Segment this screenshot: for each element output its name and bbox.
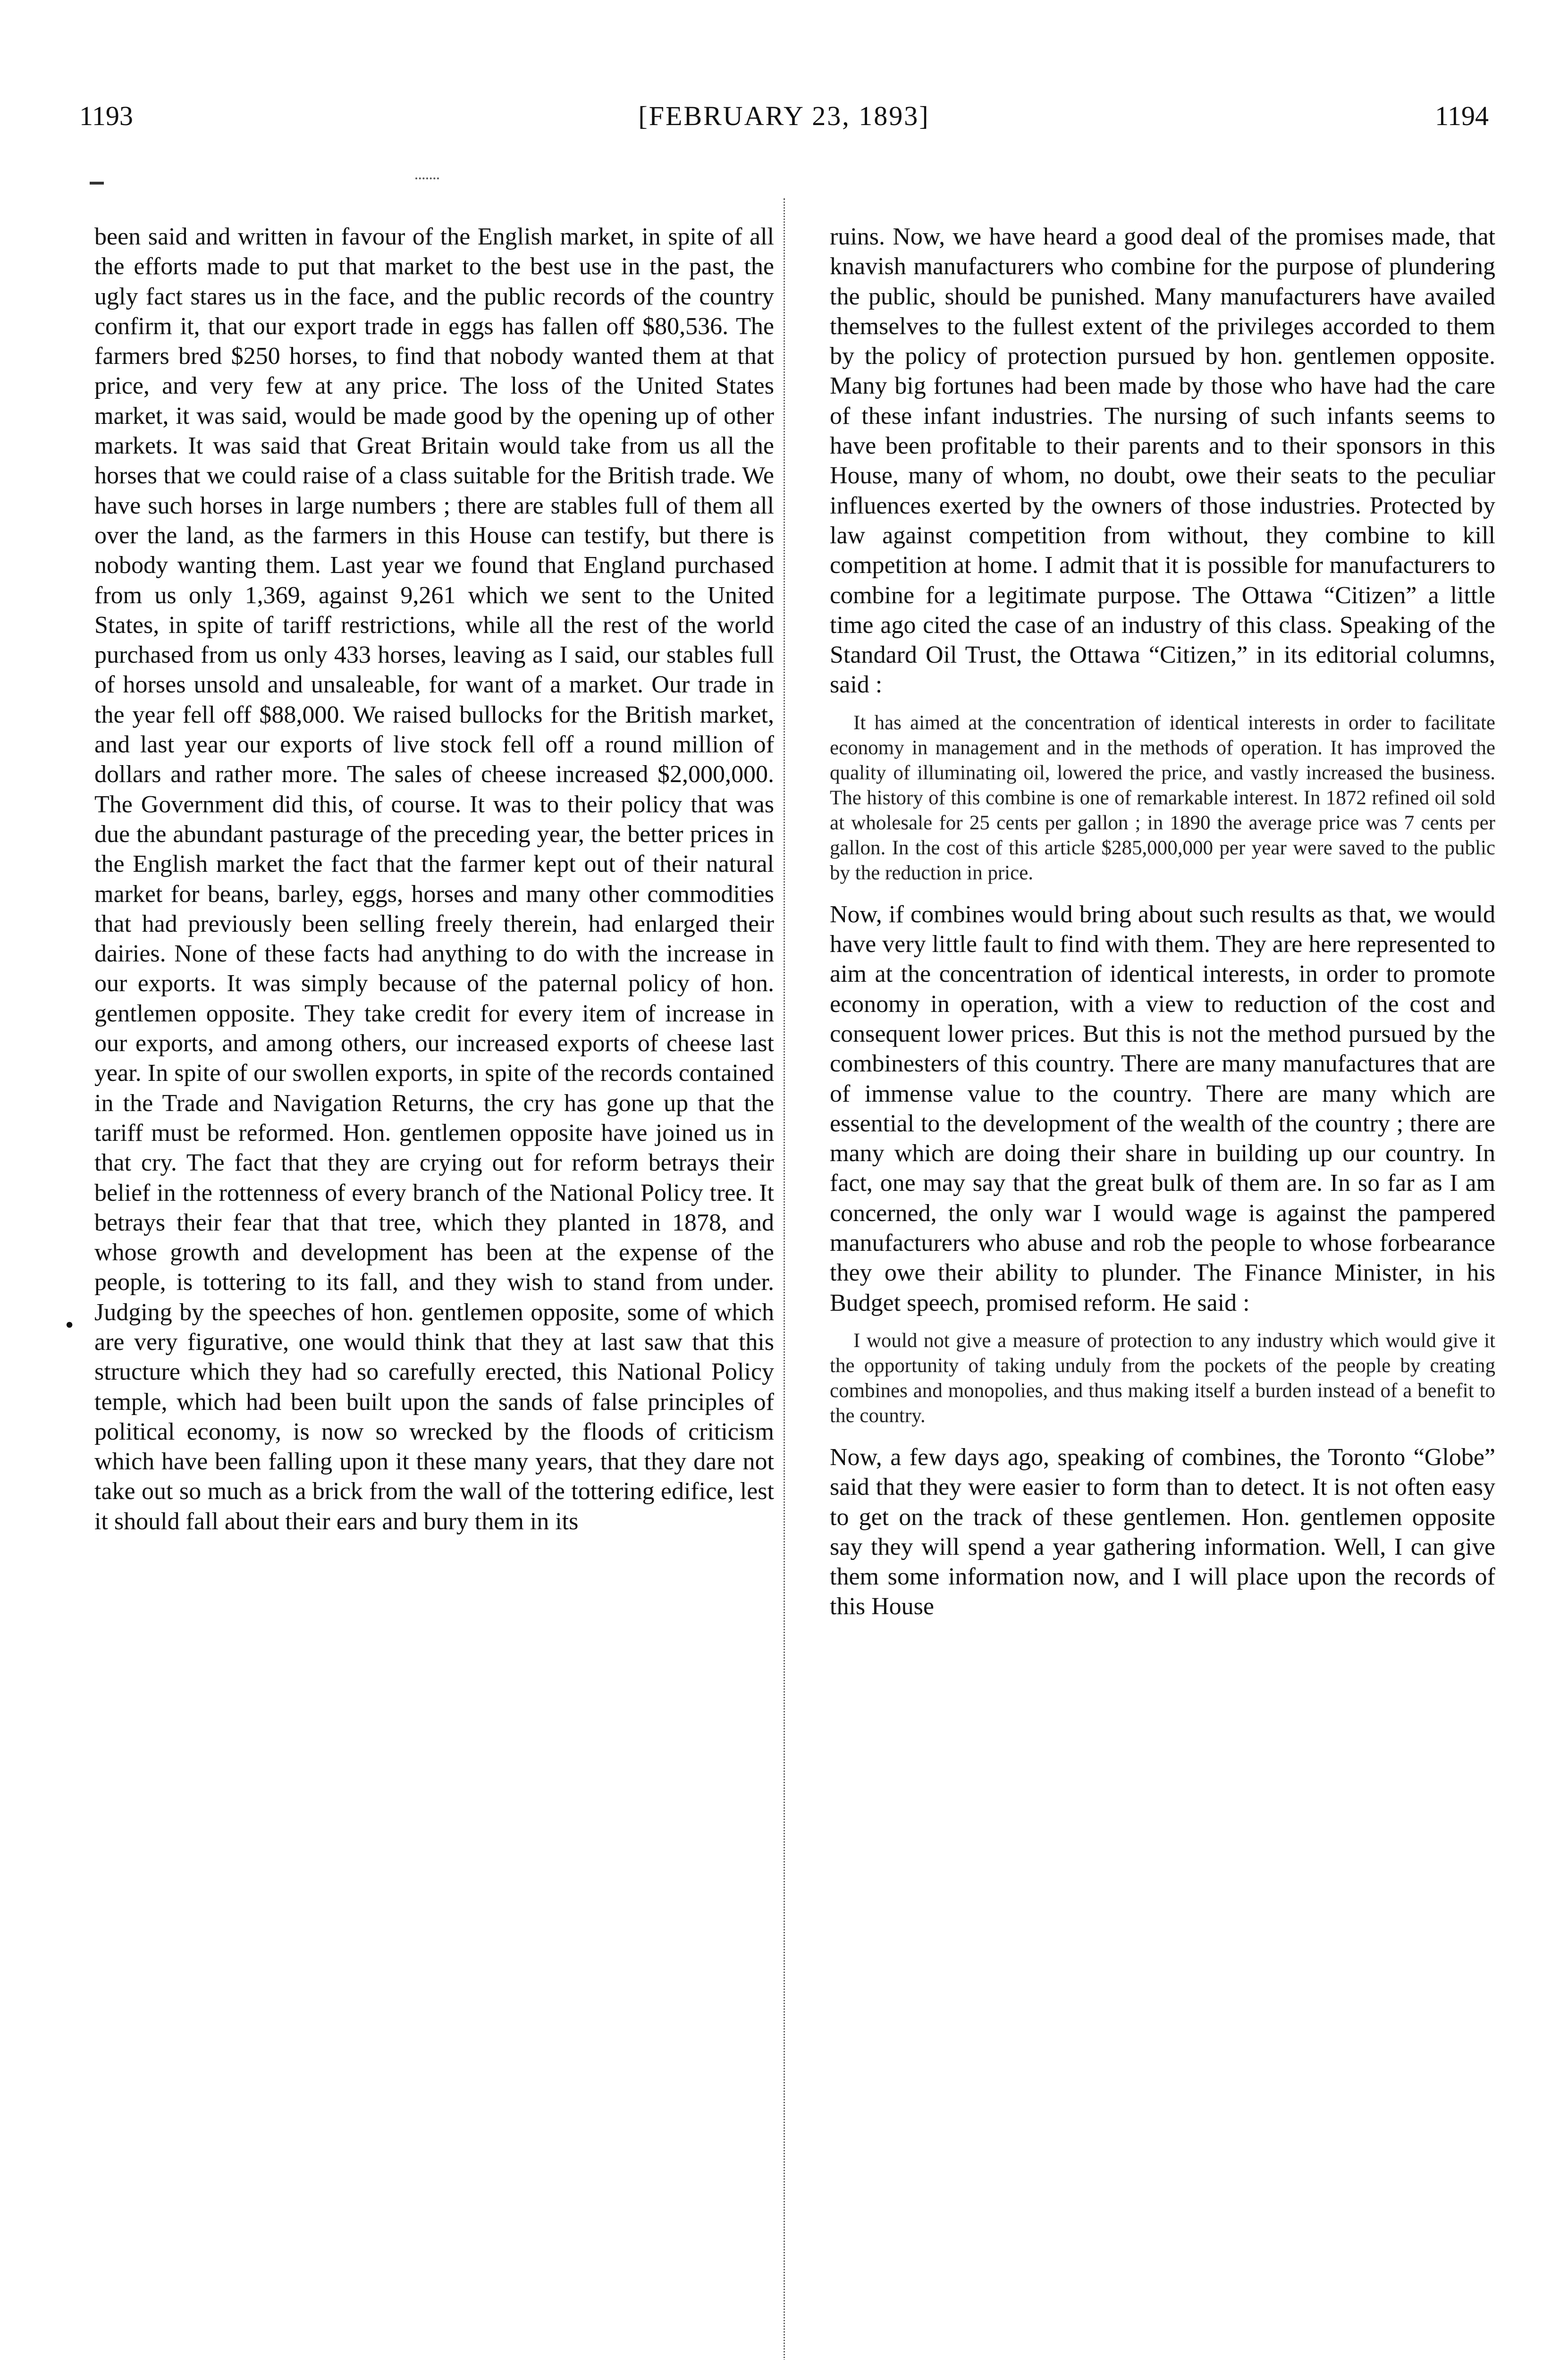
citizen-quotation: It has aimed at the concentration of identical interests in order to facilitate economy in management and in the methods of operation. It has improved the quality of illuminating oil, lowered the price, and vastly increased the business. The history of this combine is one of remarkable interest. In 1872 refined oil sold at wholesale for 25 cents per gallon ; in 1890 the average price was 7 cents per gallon. In the cost of this article $285,000,000 per year were saved to the public by the reduction in price. — [830, 711, 1495, 884]
left-paragraph: been said and written in favour of the English market, in spite of all the efforts made to put that market to the best use in the past, the ugly fact stares us in the face, and the public records of the country confirm it, that our export trade in eggs has fallen off $80,536. The farmers bred $250 horses, to find that nobody wanted them at that price, and very few at any price. The loss of the United States market, it was said, would be made good by the opening up of other markets. It was said that Great Britain would take from us all the horses that we could raise of a class suitable for the British trade. We have such horses in large numbers ; there are stables full of them all over the land, as the farmers in this House can testify, but there is nobody wanting them. Last year we found that England purchased from us only 1,369, against 9,261 which we sent to the United States, in spite of tariff restrictions, while all the rest of the world purchased from us only 433 horses, leaving as I said, our stables full of horses unsold and unsaleable, for want of a market. Our trade in the year fell off $88,000. We raised bullocks for the British market, and last year our exports of live stock fell off a round million of dollars and rather more. The sales of cheese increased $2,000,000. The Government did this, of course. It was to their policy that was due the abundant pasturage of the preceding year, the better prices in the English market the fact that the farmer kept out of their natural market for beans, barley, eggs, horses and many other commodities that had previously been selling freely therein, had enlarged their dairies. None of these facts had anything to do with the increase in our exports. It was simply because of the paternal policy of hon. gentlemen opposite. They take credit for every item of increase in our exports, and among others, our increased exports of cheese last year. In spite of our swollen exports, in spite of the records contained in the Trade and Navigation Returns, the cry has gone up that the tariff must be reformed. Hon. gentlemen opposite have joined us in that cry. The fact that they are crying out for reform betrays their belief in the rottenness of every branch of the National Policy tree. It betrays their fear that that tree, which they planted in 1878, and whose growth and development has been at the expense of the people, is tottering to its fall, and they wish to stand from under. Judging by the speeches of hon. gentlemen opposite, some of which are very figurative, one would think that they at last saw that this structure which they had so carefully erected, this National Policy temple, which had been built upon the sands of false principles of political economy, is now so wrecked by the floods of criticism which have been falling upon it these many years, that they dare not take out so much as a brick from the wall of the tottering edifice, lest it should fall about their ears and bury them in its — [94, 223, 774, 1535]
budget-speech-quotation: I would not give a measure of protection to any industry which would give it the opportunity of taking unduly from the pockets of the people by creating combines and monopolies, and thus making itself a burden instead of a benefit to the country. — [830, 1329, 1495, 1427]
right-paragraph-2: Now, if combines would bring about such results as that, we would have very little fault to find with them. They are here represented to aim at the concentration of identical interests, in order to promote economy in operation, with a view to reduction of the cost and consequent lower prices. But this is not the method pursued by the combinesters of this country. There are many manufactures that are of immense value to the country. There are many which are essential to the development of the wealth of the country ; there are many which are doing their share in building up our country. In fact, one may say that the great bulk of them are. In so far as I am concerned, the only war I would wage is against the pampered manufacturers who abuse and rob the people to whose forbearance they owe their ability to plunder. The Finance Minister, in his Budget speech, promised reform. He said : — [830, 901, 1495, 1316]
column-divider — [784, 198, 785, 2360]
margin-bullet: • — [65, 1312, 74, 1339]
right-paragraph-1: ruins. Now, we have heard a good deal of the promises made, that knavish manufacturers who combine for the purpose of plundering the public, should be punished. Many manufacturers have availed themselves to the fullest extent of the privileges accorded to them by the policy of protection pursued by hon. gentlemen opposite. Many big fortunes had been made by those who have had the care of these infant industries. The nursing of such infants seems to have been profitable to their parents and to their sponsors in this House, many of whom, no doubt, owe their seats to the peculiar influences exerted by the owners of those industries. Protected by law against competition from without, they combine to kill competition at home. I admit that it is possible for manufacturers to combine for a legitimate purpose. The Ottawa “Citizen” a little time ago cited the case of an industry of this class. Speaking of the Standard Oil Trust, the Ottawa “Citizen,” in its editorial columns, said : — [830, 223, 1495, 699]
page-number-right: 1194 — [1435, 101, 1489, 131]
print-smudge — [415, 177, 439, 184]
right-column — [830, 222, 1495, 2360]
print-smudge — [90, 182, 104, 185]
page-header — [0, 100, 1568, 138]
page-number-left: 1193 — [79, 101, 133, 131]
left-column — [94, 222, 774, 2360]
page-date-title: [FEBRUARY 23, 1893] — [638, 101, 930, 131]
right-paragraph-3: Now, a few days ago, speaking of combines, the Toronto “Globe” said that they were easier to form than to detect. It is not often easy to get on the track of these gentlemen. Hon. gentlemen opposite say they will spend a year gathering information. Well, I can give them some information now, and I will place upon the records of this House — [830, 1443, 1495, 1620]
